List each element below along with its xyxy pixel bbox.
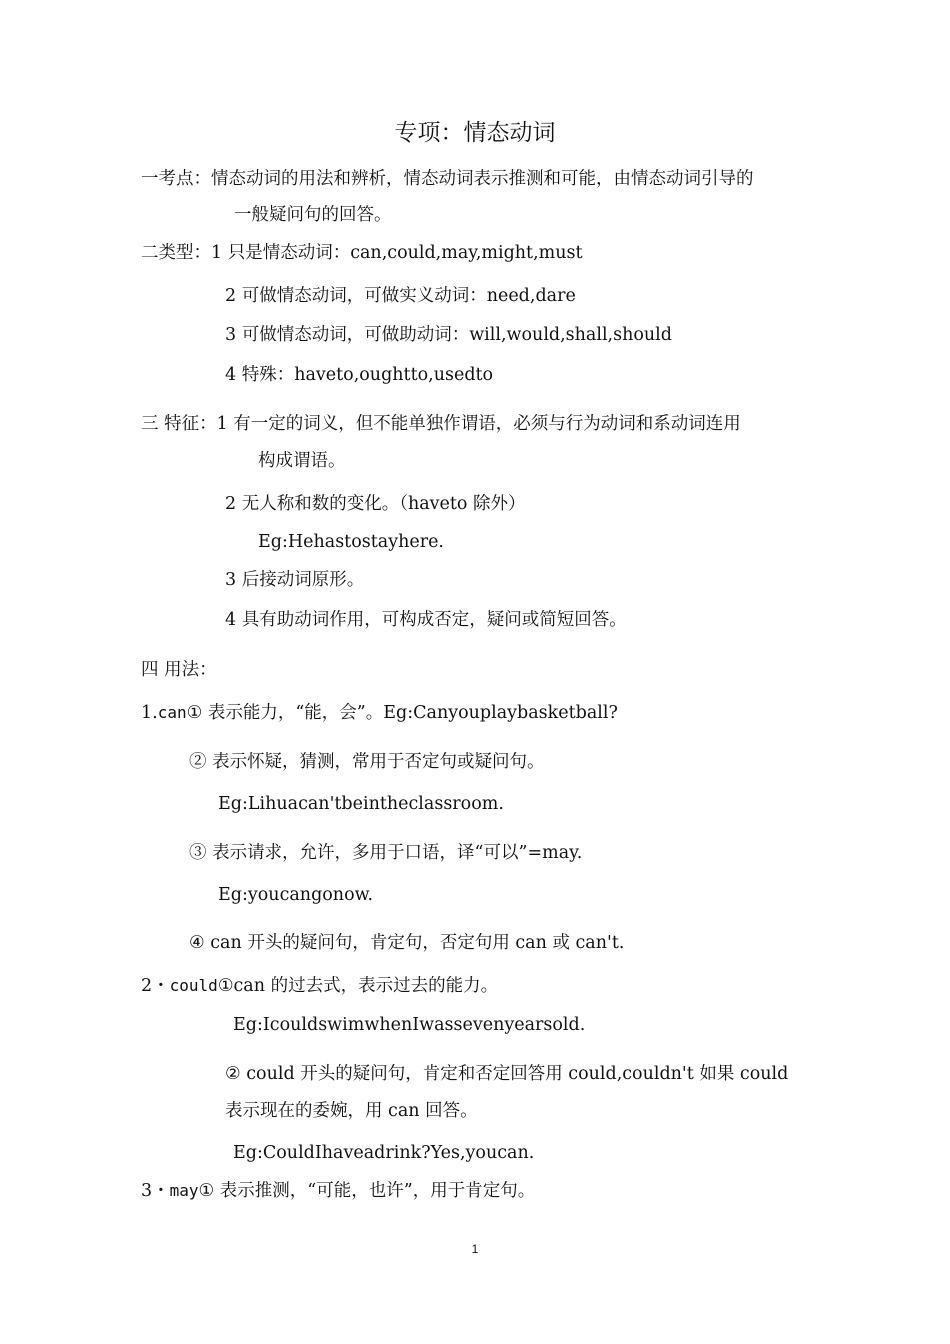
- kaodian-text-2: 一般疑问句的回答。: [234, 205, 392, 225]
- tezheng-label: 三 特征：: [141, 414, 217, 434]
- can-keyword: can: [157, 703, 187, 722]
- tezheng-item-3: 3 后接动词原形。: [225, 570, 365, 590]
- kaodian-label: 一考点：: [141, 169, 211, 189]
- could-item-1-example: Eg:IcouldswimwhenIwassevenyearsold.: [233, 1015, 586, 1035]
- tezheng-item-2-example: Eg:Hehastostayhere.: [258, 532, 444, 552]
- leixing-label: 二类型：: [141, 243, 211, 263]
- could-item-2-example: Eg:CouldIhaveadrink?Yes,youcan.: [233, 1143, 535, 1163]
- can-heading: [141, 700, 618, 726]
- tezheng-item-4: 4 具有助动词作用，可构成否定，疑问或简短回答。: [225, 610, 627, 630]
- could-keyword: could: [169, 976, 218, 995]
- could-item-2: ② could 开头的疑问句，肯定和否定回答用 could,couldn't 如果 could: [225, 1064, 789, 1084]
- can-item-4: ④ can 开头的疑问句，肯定句，否定句用 can 或 can't.: [189, 933, 625, 953]
- kaodian-text-1: 情态动词的用法和辨析，情态动词表示推测和可能，由情态动词引导的: [211, 169, 754, 189]
- document-title: 专项：情态动词: [394, 120, 556, 146]
- may-item-1: ① 表示推测，“可能，也许”，用于肯定句。: [198, 1181, 536, 1201]
- can-item-1: ① 表示能力，“能，会”。Eg:Canyouplaybasketball?: [186, 703, 618, 723]
- leixing-item-2: 2 可做情态动词，可做实义动词：need,dare: [225, 286, 576, 306]
- may-keyword: may: [169, 1181, 199, 1200]
- can-number: 1.: [141, 703, 158, 723]
- leixing-item-4: 4 特殊：haveto,oughtto,usedto: [225, 365, 494, 385]
- may-number: 3・: [141, 1181, 170, 1201]
- could-item-2-cont: 表示现在的委婉，用 can 回答。: [225, 1101, 478, 1121]
- leixing-line-1: [141, 240, 583, 266]
- may-heading: [141, 1178, 535, 1204]
- can-item-3: ③ 表示请求，允许，多用于口语，译“可以”=may.: [189, 843, 583, 863]
- can-item-3-example: Eg:youcangonow.: [218, 885, 374, 905]
- tezheng-item-1-cont: 构成谓语。: [258, 451, 346, 471]
- can-item-2: ② 表示怀疑，猜测，常用于否定句或疑问句。: [189, 752, 545, 772]
- yongfa-label: 四 用法：: [141, 660, 217, 680]
- could-item-1: ①can 的过去式，表示过去的能力。: [217, 976, 499, 996]
- tezheng-line-1: [141, 411, 741, 437]
- page-number: 1: [471, 1242, 479, 1256]
- tezheng-item-1: 1 有一定的词义，但不能单独作谓语，必须与行为动词和系动词连用: [216, 414, 741, 434]
- leixing-item-1: 1 只是情态动词：can,could,may,might,must: [211, 243, 583, 263]
- could-heading: [141, 973, 498, 999]
- can-item-2-example: Eg:Lihuacan'tbeintheclassroom.: [218, 794, 504, 814]
- tezheng-item-2: 2 无人称和数的变化。（haveto 除外）: [225, 494, 526, 514]
- kaodian-line-1: [141, 166, 754, 192]
- could-number: 2・: [141, 976, 170, 996]
- leixing-item-3: 3 可做情态动词，可做助动词：will,would,shall,should: [225, 325, 672, 345]
